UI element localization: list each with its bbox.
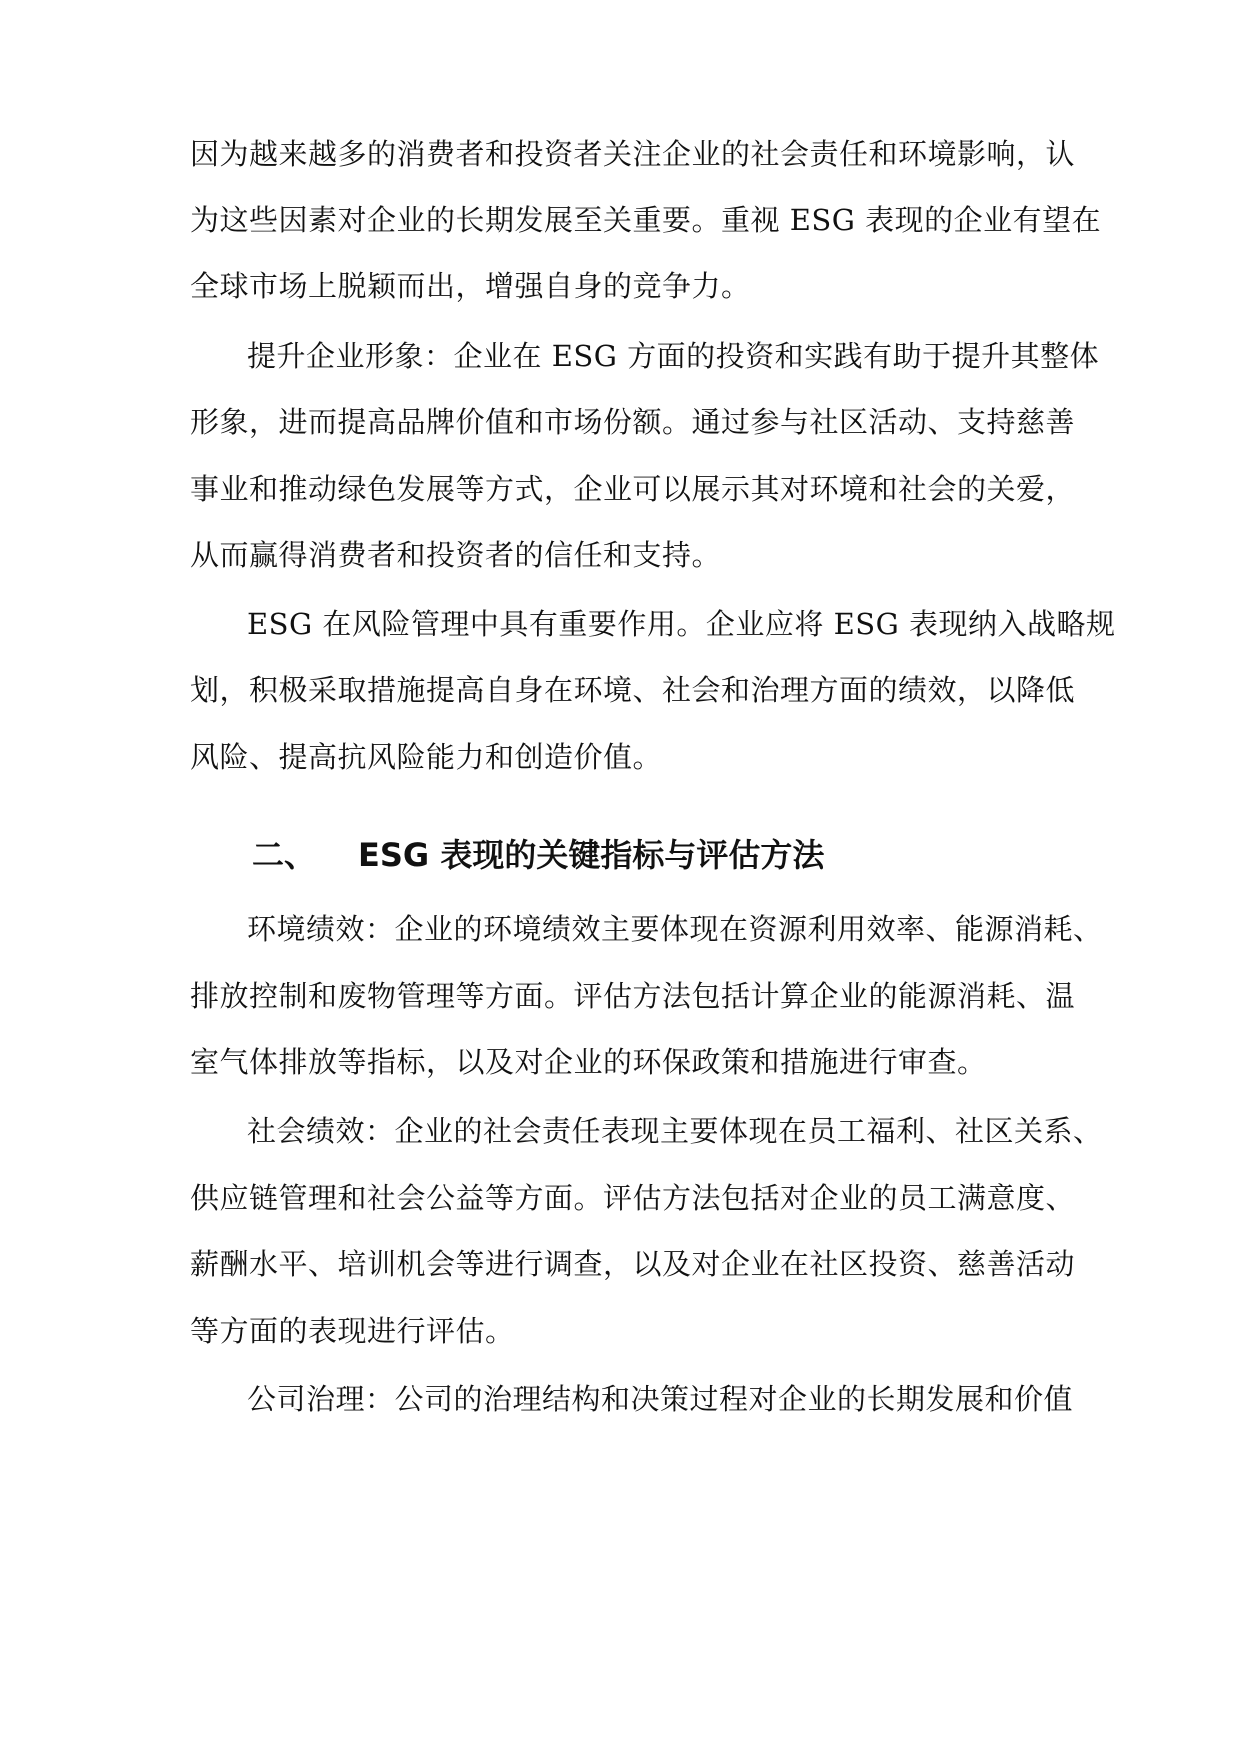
paragraph-2-line-2: 形象，进而提高品牌价值和市场份额。通过参与社区活动、支持慈善 bbox=[190, 405, 1076, 439]
section-paragraph-2-line-4: 等方面的表现进行评估。 bbox=[190, 1314, 515, 1348]
paragraph-1-line-1: 因为越来越多的消费者和投资者关注企业的社会责任和环境影响，认 bbox=[190, 137, 1076, 171]
paragraph-1-line-3: 全球市场上脱颖而出，增强自身的竞争力。 bbox=[190, 269, 751, 303]
paragraph-3-line-3: 风险、提高抗风险能力和创造价值。 bbox=[190, 740, 663, 774]
paragraph-1-line-2: 为这些因素对企业的长期发展至关重要。重视 ESG 表现的企业有望在 bbox=[190, 203, 1102, 237]
section-paragraph-1-line-2: 排放控制和废物管理等方面。评估方法包括计算企业的能源消耗、温 bbox=[190, 979, 1076, 1013]
paragraph-2-line-4: 从而赢得消费者和投资者的信任和支持。 bbox=[190, 538, 722, 572]
section-paragraph-2-line-3: 薪酬水平、培训机会等进行调查，以及对企业在社区投资、慈善活动 bbox=[190, 1247, 1076, 1281]
section-heading-title: ESG 表现的关键指标与评估方法 bbox=[358, 836, 825, 874]
paragraph-3-line-1: ESG 在风险管理中具有重要作用。企业应将 ESG 表现纳入战略规 bbox=[247, 607, 1116, 641]
section-heading-number: 二、 bbox=[252, 836, 317, 874]
paragraph-2-line-1: 提升企业形象：企业在 ESG 方面的投资和实践有助于提升其整体 bbox=[247, 339, 1100, 373]
section-paragraph-2-line-2: 供应链管理和社会公益等方面。评估方法包括对企业的员工满意度、 bbox=[190, 1181, 1076, 1215]
section-paragraph-2-line-1: 社会绩效：企业的社会责任表现主要体现在员工福利、社区关系、 bbox=[247, 1114, 1103, 1148]
paragraph-3-line-2: 划，积极采取措施提高自身在环境、社会和治理方面的绩效，以降低 bbox=[190, 673, 1076, 707]
section-paragraph-3-line-1: 公司治理：公司的治理结构和决策过程对企业的长期发展和价值 bbox=[247, 1382, 1074, 1416]
section-paragraph-1-line-3: 室气体排放等指标，以及对企业的环保政策和措施进行审查。 bbox=[190, 1045, 987, 1079]
section-paragraph-1-line-1: 环境绩效：企业的环境绩效主要体现在资源利用效率、能源消耗、 bbox=[247, 912, 1103, 946]
section-heading bbox=[252, 833, 824, 877]
paragraph-2-line-3: 事业和推动绿色发展等方式，企业可以展示其对环境和社会的关爱， bbox=[190, 472, 1076, 506]
